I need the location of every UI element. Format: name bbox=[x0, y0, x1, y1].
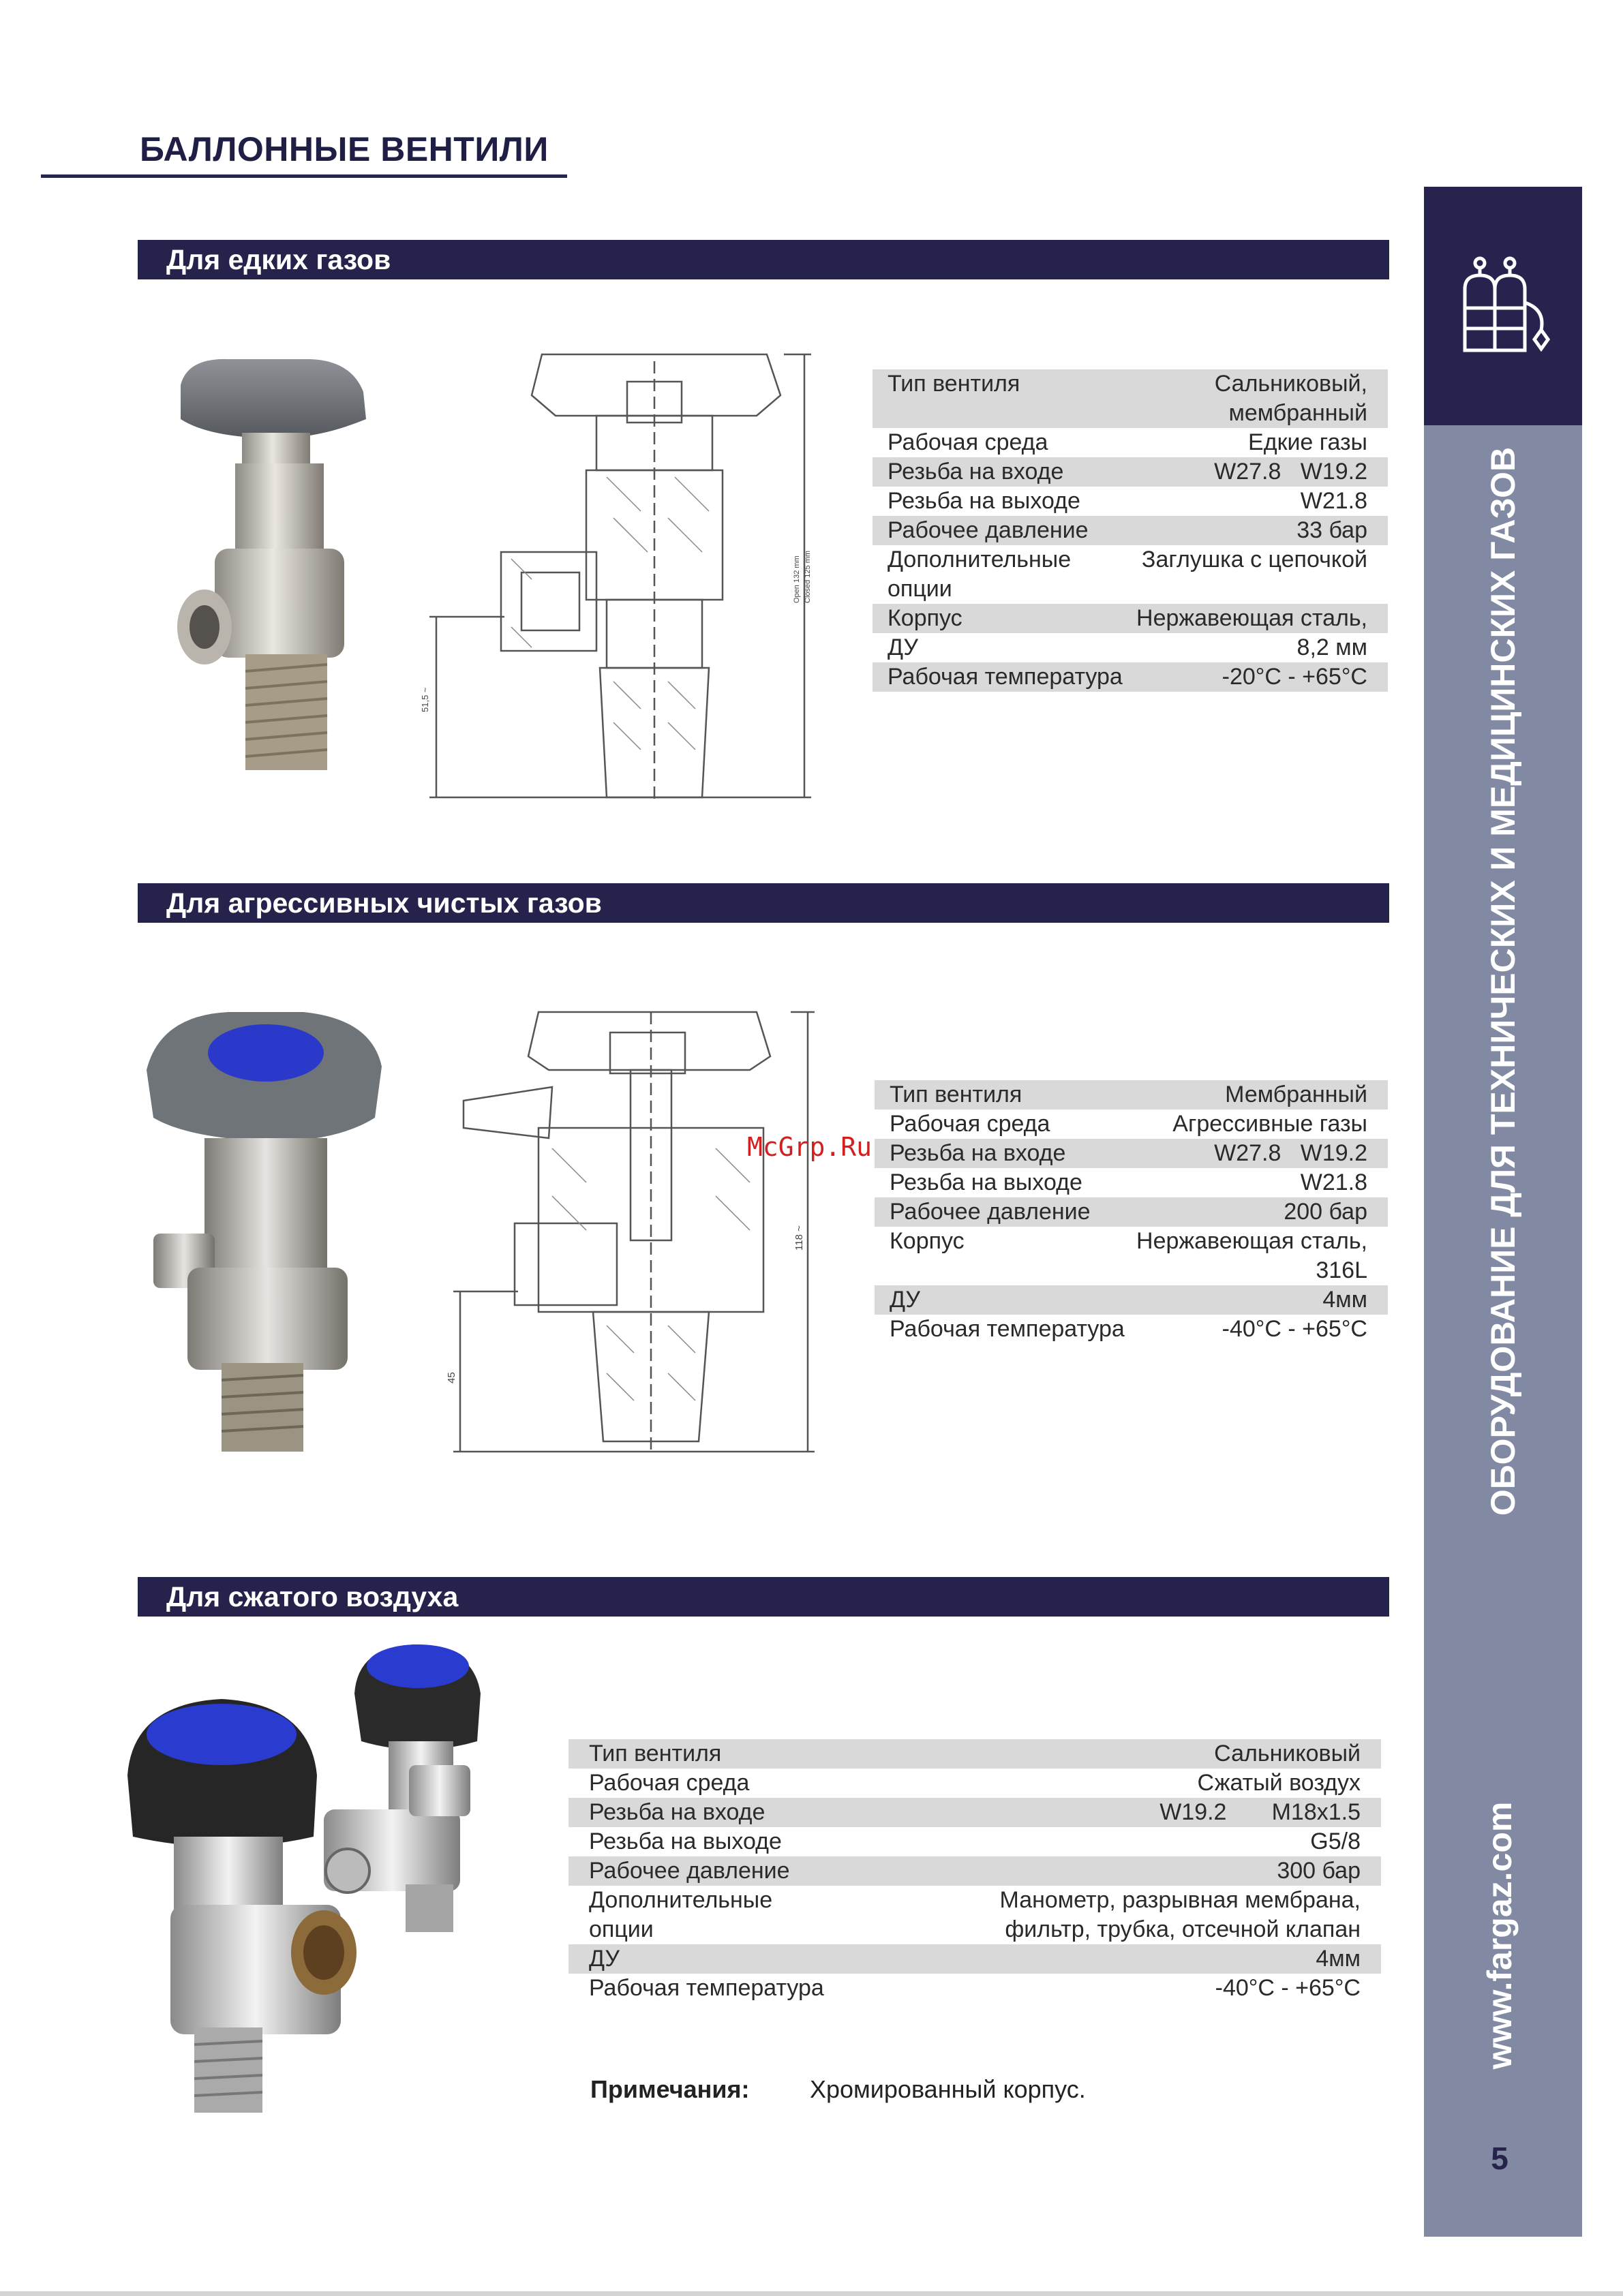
spec-value: G5/8 bbox=[1310, 1828, 1361, 1854]
table-row bbox=[568, 1856, 1381, 1886]
table-row bbox=[568, 1739, 1381, 1769]
spec-label: Резьба на входе bbox=[888, 459, 1064, 485]
spec-label: Дополнительные опции bbox=[888, 547, 1072, 602]
spec-value: Мембранный bbox=[1225, 1082, 1367, 1107]
table-row bbox=[873, 604, 1388, 633]
table-row bbox=[873, 487, 1388, 516]
table-row bbox=[568, 1886, 1381, 1944]
table-row bbox=[875, 1109, 1388, 1139]
table-row bbox=[875, 1139, 1388, 1168]
spec-label: Дополнительные опции bbox=[589, 1887, 773, 1942]
spec-value: 33 бар bbox=[1296, 517, 1367, 543]
spec-value: Сжатый воздух bbox=[1197, 1770, 1361, 1796]
page-title: БАЛЛОННЫЕ ВЕНТИЛИ bbox=[140, 130, 549, 168]
spec-label: Рабочее давление bbox=[589, 1858, 790, 1884]
spec-label: Корпус bbox=[888, 605, 962, 631]
section-header-corrosive: Для едких газов bbox=[138, 240, 1389, 279]
dimension-label: 45 bbox=[446, 1372, 457, 1383]
spec-label: Резьба на выходе bbox=[589, 1828, 782, 1854]
spec-value: 4мм bbox=[1316, 1946, 1361, 1972]
spec-label: Резьба на выходе bbox=[888, 488, 1080, 514]
table-row bbox=[873, 369, 1388, 428]
spec-table-aggressive bbox=[875, 1080, 1388, 1344]
gas-cylinders-icon bbox=[1458, 255, 1553, 357]
spec-label: ДУ bbox=[890, 1287, 921, 1313]
table-row bbox=[875, 1197, 1388, 1227]
spec-label: Корпус bbox=[890, 1228, 965, 1254]
valve-photo-corrosive bbox=[147, 344, 409, 808]
valve-photo-compressed-air bbox=[119, 1639, 528, 2123]
table-row bbox=[875, 1227, 1388, 1285]
spec-label: Рабочая температура bbox=[888, 664, 1123, 690]
page-number: 5 bbox=[1491, 2141, 1508, 2176]
notes-label: Примечания: bbox=[590, 2075, 750, 2103]
valve-photo-aggressive bbox=[140, 1002, 392, 1465]
website-link[interactable]: www.fargaz.com bbox=[1481, 1801, 1519, 2070]
spec-value: Манометр, разрывная мембрана, фильтр, трубка, отсечной клапан bbox=[999, 1887, 1361, 1942]
table-row bbox=[875, 1080, 1388, 1109]
spec-value: Едкие газы bbox=[1248, 429, 1367, 455]
spec-value: -20°C - +65°C bbox=[1222, 664, 1367, 690]
spec-label: Тип вентиля bbox=[888, 371, 1020, 397]
spec-value: 200 бар bbox=[1284, 1199, 1367, 1225]
spec-value: W21.8 bbox=[1300, 488, 1367, 514]
spec-label: Резьба на входе bbox=[890, 1140, 1066, 1166]
notes-text: Хромированный корпус. bbox=[810, 2075, 1086, 2103]
table-row bbox=[568, 1798, 1381, 1827]
spec-table-compressed-air bbox=[568, 1739, 1381, 2003]
table-row bbox=[873, 516, 1388, 545]
spec-label: Рабочая среда bbox=[890, 1111, 1050, 1137]
spec-label: ДУ bbox=[589, 1946, 620, 1972]
spec-label: Рабочее давление bbox=[888, 517, 1089, 543]
spec-value: Заглушка с цепочкой bbox=[1141, 547, 1367, 572]
spec-value: W27.8 W19.2 bbox=[1214, 459, 1367, 485]
spec-label: Резьба на входе bbox=[589, 1799, 765, 1825]
table-row bbox=[873, 457, 1388, 487]
spec-label: Тип вентиля bbox=[890, 1082, 1022, 1107]
table-row bbox=[873, 633, 1388, 662]
spec-label: Рабочая среда bbox=[888, 429, 1048, 455]
spec-value: Сальниковый bbox=[1214, 1741, 1361, 1766]
table-row bbox=[875, 1168, 1388, 1197]
table-row bbox=[568, 1974, 1381, 2003]
spec-value: -40°C - +65°C bbox=[1222, 1316, 1367, 1342]
spec-label: Рабочее давление bbox=[890, 1199, 1091, 1225]
spec-table-corrosive bbox=[873, 369, 1388, 692]
sidebar-title: ОБОРУДОВАНИЕ ДЛЯ ТЕХНИЧЕСКИХ И МЕДИЦИНСКИХ ГАЗОВ bbox=[1484, 446, 1522, 1516]
table-row bbox=[568, 1827, 1381, 1856]
valve-drawing-aggressive bbox=[436, 992, 832, 1462]
spec-value: 300 бар bbox=[1277, 1858, 1361, 1884]
spec-label: Резьба на выходе bbox=[890, 1169, 1082, 1195]
table-row bbox=[875, 1315, 1388, 1344]
spec-value: Агрессивные газы bbox=[1172, 1111, 1367, 1137]
spec-value: Нержавеющая сталь, bbox=[1136, 605, 1367, 631]
spec-value: 8,2 мм bbox=[1296, 634, 1367, 660]
dimension-label: Open 132 mm bbox=[793, 555, 801, 603]
section-header-compressed-air: Для сжатого воздуха bbox=[138, 1577, 1389, 1617]
table-row bbox=[568, 1769, 1381, 1798]
spec-value: -40°C - +65°C bbox=[1215, 1975, 1361, 2001]
dimension-label: 118 ~ bbox=[793, 1225, 805, 1251]
section-header-aggressive: Для агрессивных чистых газов bbox=[138, 883, 1389, 923]
spec-label: Рабочая температура bbox=[589, 1975, 824, 2001]
table-row bbox=[873, 545, 1388, 604]
table-row bbox=[873, 662, 1388, 692]
spec-label: ДУ bbox=[888, 634, 919, 660]
spec-value: W21.8 bbox=[1300, 1169, 1367, 1195]
spec-value: W27.8 W19.2 bbox=[1214, 1140, 1367, 1166]
sidebar-header bbox=[1424, 187, 1582, 425]
spec-value: Нержавеющая сталь, 316L bbox=[1136, 1228, 1367, 1283]
spec-value: 4мм bbox=[1322, 1287, 1367, 1313]
spec-value: Сальниковый, мембранный bbox=[1214, 371, 1367, 426]
spec-label: Рабочая среда bbox=[589, 1770, 750, 1796]
bottom-rule bbox=[0, 2291, 1623, 2296]
table-row bbox=[875, 1285, 1388, 1315]
title-underline bbox=[41, 174, 567, 178]
table-row bbox=[873, 428, 1388, 457]
dimension-label: 51,5 ~ bbox=[420, 687, 430, 712]
watermark: McGrp.Ru bbox=[747, 1132, 873, 1162]
dimension-label: Closed 125 mm bbox=[804, 550, 812, 603]
valve-drawing-corrosive bbox=[409, 341, 825, 811]
table-row bbox=[568, 1944, 1381, 1974]
spec-label: Рабочая температура bbox=[890, 1316, 1125, 1342]
spec-label: Тип вентиля bbox=[589, 1741, 722, 1766]
spec-value: W19.2 M18x1.5 bbox=[1159, 1799, 1361, 1825]
